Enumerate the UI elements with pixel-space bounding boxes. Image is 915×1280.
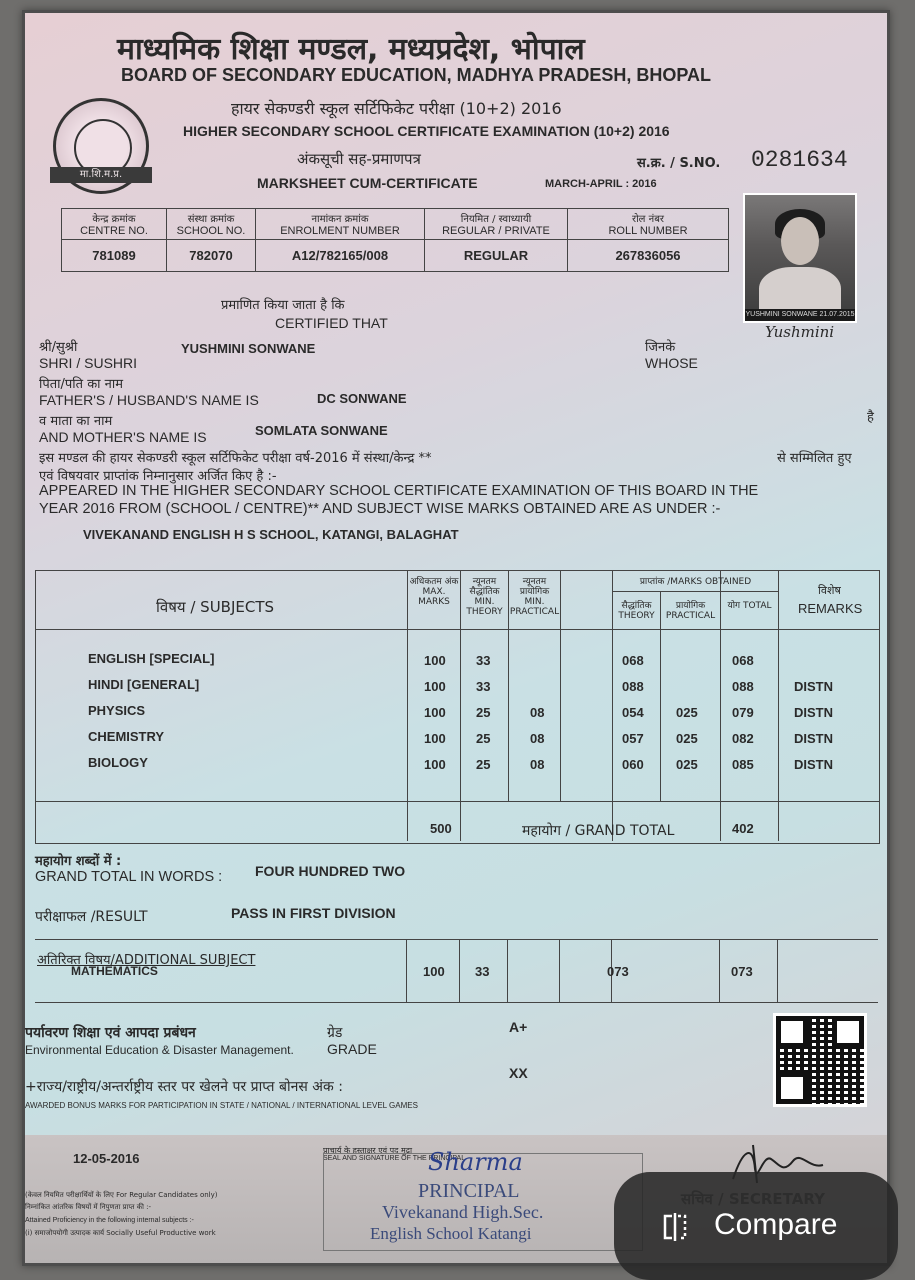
theory-marks: 068 <box>622 653 644 668</box>
footer-note-4: (i) समाजोपयोगी उत्पादक कार्य Socially Useful Productive work <box>25 1229 216 1237</box>
min-theory: 25 <box>476 705 491 720</box>
subject-name: HINDI [GENERAL] <box>88 677 200 692</box>
theory-marks: 088 <box>622 679 644 694</box>
additional-subject-name: MATHEMATICS <box>71 964 158 978</box>
footer-note-3: Attained Proficiency in the following internal subjects :- <box>25 1217 194 1224</box>
remarks-header-hindi: विशेष <box>818 584 841 597</box>
subjects-header: विषय / SUBJECTS <box>156 598 275 616</box>
candidate-info-table <box>61 208 729 272</box>
appeared-hindi-2: एवं विषयवार प्राप्तांक निम्नानुसार अर्जित किए है :- <box>39 469 277 484</box>
certified-hindi: प्रमाणित किया जाता है कि <box>221 298 345 313</box>
candidate-photo <box>743 193 857 323</box>
total-marks: 079 <box>732 705 754 720</box>
regular-private: REGULAR <box>425 240 568 272</box>
remark: DISTN <box>794 731 833 746</box>
grand-total-label: महायोग / GRAND TOTAL <box>522 823 675 839</box>
candidate-name: YUSHMINI SONWANE <box>181 341 316 356</box>
words-label: GRAND TOTAL IN WORDS : <box>35 869 223 885</box>
info-header: रोल नंबर ROLL NUMBER <box>568 209 729 240</box>
enrolment-number: A12/782165/008 <box>256 240 425 272</box>
father-hindi: पिता/पति का नाम <box>39 377 124 392</box>
total-marks: 068 <box>732 653 754 668</box>
certified-label: CERTIFIED THAT <box>275 315 388 331</box>
father-name: DC SONWANE <box>317 391 407 406</box>
issue-date: 12-05-2016 <box>73 1151 140 1166</box>
appeared-hindi-right: से सम्मिलित हुए <box>777 451 852 466</box>
footer-note-2: निम्नांकित आंतरिक विषयों में निपुणता प्राप्त की :- <box>25 1203 152 1211</box>
theory-marks: 060 <box>622 757 644 772</box>
bonus-label: AWARDED BONUS MARKS FOR PARTICIPATION IN STATE / NATIONAL / INTERNATIONAL LEVEL GAMES <box>25 1101 418 1110</box>
seal-hindi: प्राचार्य के हस्ताक्षर एवं पद मुद्रा <box>323 1146 413 1155</box>
info-header: नियमित / स्वाध्यायी REGULAR / PRIVATE <box>425 209 568 240</box>
total-header: योग TOTAL <box>727 601 772 611</box>
shri-label: SHRI / SUSHRI <box>39 355 138 371</box>
roll-number: 267836056 <box>568 240 729 272</box>
max-total: 500 <box>430 821 452 836</box>
compare-icon <box>660 1212 690 1242</box>
appeared-en-1: APPEARED IN THE HIGHER SECONDARY SCHOOL CERTIFICATE EXAMINATION OF THIS BOARD IN THE <box>39 483 759 499</box>
practical-marks: 025 <box>676 757 698 772</box>
board-title-hindi: माध्यमिक शिक्षा मण्डल, मध्यप्रदेश, भोपाल <box>117 32 585 67</box>
doc-title: MARKSHEET CUM-CERTIFICATE <box>257 175 478 191</box>
photo-caption: YUSHMINI SONWANE 21.07.2015 <box>745 309 855 321</box>
additional-subject-row <box>35 939 878 1003</box>
practical-header: प्रायोगिक PRACTICAL <box>665 601 716 621</box>
mother-name: SOMLATA SONWANE <box>255 423 388 438</box>
principal-school-2: English School Katangi <box>370 1224 532 1243</box>
theory-marks: 057 <box>622 731 644 746</box>
env-edu-hindi: पर्यावरण शिक्षा एवं आपदा प्रबंधन <box>25 1025 196 1041</box>
max-marks: 100 <box>424 653 446 668</box>
mother-hindi: व माता का नाम <box>39 414 113 429</box>
env-edu-label: Environmental Education & Disaster Management. <box>25 1043 294 1057</box>
centre-no: 781089 <box>62 240 167 272</box>
principal-school-1: Vivekanand High.Sec. <box>382 1202 544 1222</box>
min-theory: 25 <box>476 731 491 746</box>
doc-title-hindi: अंकसूची सह-प्रमाणपत्र <box>297 150 421 168</box>
marks-obtained-header: प्राप्तांक /MARKS OBTAINED <box>639 577 752 587</box>
hai-text: है <box>867 410 874 425</box>
photo-signature: Yushmini <box>765 323 835 341</box>
max-marks: 100 <box>424 679 446 694</box>
whose-label: WHOSE <box>645 355 698 371</box>
serial-label: स.क्र. / S.NO. <box>637 156 721 171</box>
board-title: BOARD OF SECONDARY EDUCATION, MADHYA PRADESH, BHOPAL <box>121 65 712 85</box>
practical-marks: 025 <box>676 731 698 746</box>
min-practical: 08 <box>530 731 545 746</box>
subject-name: CHEMISTRY <box>88 729 165 744</box>
min-theory-header: न्यूनतम सैद्धांतिक MIN. THEORY <box>466 577 503 617</box>
qr-code-icon <box>773 1013 867 1107</box>
remark: DISTN <box>794 705 833 720</box>
info-header: संस्था क्रमांक SCHOOL NO. <box>167 209 256 240</box>
principal-signature: Sharma <box>428 1148 523 1176</box>
exam-session: MARCH-APRIL : 2016 <box>545 178 657 190</box>
whose-hindi: जिनके <box>645 340 676 355</box>
subject-name: BIOLOGY <box>88 755 148 770</box>
school-no: 782070 <box>167 240 256 272</box>
additional-total: 073 <box>731 964 753 979</box>
words-hindi: महायोग शब्दों में : <box>35 854 122 869</box>
theory-header: सैद्धांतिक THEORY <box>618 601 655 621</box>
subject-name: ENGLISH [SPECIAL] <box>88 651 215 666</box>
additional-max: 100 <box>423 964 445 979</box>
grade-hindi: ग्रेड <box>327 1025 343 1041</box>
compare-button[interactable] <box>614 1172 898 1280</box>
appeared-hindi-1: इस मण्डल की हायर सेकण्डरी स्कूल सर्टिफिकेट परीक्षा वर्ष-2016 में संस्था/केन्द्र ** <box>39 451 432 466</box>
compare-label: Compare <box>714 1208 838 1241</box>
board-emblem-icon <box>53 98 149 194</box>
min-practical: 08 <box>530 757 545 772</box>
grand-total: 402 <box>732 821 754 836</box>
total-marks: 082 <box>732 731 754 746</box>
subject-name: PHYSICS <box>88 703 146 718</box>
env-grade: A+ <box>509 1019 528 1035</box>
info-header: केन्द्र क्रमांक CENTRE NO. <box>62 209 167 240</box>
remark: DISTN <box>794 679 833 694</box>
min-theory: 25 <box>476 757 491 772</box>
additional-theory: 073 <box>607 964 629 979</box>
total-marks: 085 <box>732 757 754 772</box>
info-header: नामांकन क्रमांक ENROLMENT NUMBER <box>256 209 425 240</box>
grand-total-words: FOUR HUNDRED TWO <box>255 863 406 879</box>
remarks-header: REMARKS <box>798 601 863 616</box>
result-value: PASS IN FIRST DIVISION <box>231 905 396 921</box>
grade-label: GRADE <box>327 1041 377 1057</box>
shri-hindi: श्री/सुश्री <box>39 340 78 355</box>
serial-number: 0281634 <box>751 147 848 173</box>
appeared-en-2: YEAR 2016 FROM (SCHOOL / CENTRE)** AND SUBJECT WISE MARKS OBTAINED ARE AS UNDER :- <box>39 501 721 517</box>
max-marks: 100 <box>424 757 446 772</box>
additional-min: 33 <box>475 964 490 979</box>
min-theory: 33 <box>476 653 491 668</box>
mother-label: AND MOTHER'S NAME IS <box>39 429 207 445</box>
min-practical-header: न्यूनतम प्रायोगिक MIN. PRACTICAL <box>509 577 560 617</box>
school-name: VIVEKANAND ENGLISH H S SCHOOL, KATANGI, BALAGHAT <box>83 527 459 542</box>
result-label: परीक्षाफल /RESULT <box>35 909 148 925</box>
remark: DISTN <box>794 757 833 772</box>
father-label: FATHER'S / HUSBAND'S NAME IS <box>39 392 259 408</box>
bonus-hindi: +राज्य/राष्ट्रीय/अन्तर्राष्ट्रीय स्तर पर खेलने पर प्राप्त बोनस अंक : <box>25 1079 343 1095</box>
principal-title: PRINCIPAL <box>418 1180 520 1202</box>
max-marks: 100 <box>424 731 446 746</box>
total-marks: 088 <box>732 679 754 694</box>
max-marks-header: अधिकतम अंक MAX. MARKS <box>409 577 459 607</box>
exam-title: HIGHER SECONDARY SCHOOL CERTIFICATE EXAMINATION (10+2) 2016 <box>183 123 670 139</box>
theory-marks: 054 <box>622 705 644 720</box>
practical-marks: 025 <box>676 705 698 720</box>
min-practical: 08 <box>530 705 545 720</box>
marksheet-document <box>22 10 890 1266</box>
emblem-ribbon: मा.शि.म.प्र. <box>50 167 152 183</box>
max-marks: 100 <box>424 705 446 720</box>
footer-note-1: (केवल नियमित परीक्षार्थियों के लिए For Regular Candidates only) <box>25 1191 218 1199</box>
seal-label: SEAL AND SIGNATURE OF THE PRINCIPAL <box>323 1155 466 1162</box>
min-theory: 33 <box>476 679 491 694</box>
marks-table <box>35 570 880 844</box>
bonus-marks: XX <box>509 1065 528 1081</box>
exam-title-hindi: हायर सेकण्डरी स्कूल सर्टिफिकेट परीक्षा (10+2) 2016 <box>231 99 562 118</box>
additional-subject-label: अतिरिक्त विषय/ADDITIONAL SUBJECT <box>37 953 256 968</box>
